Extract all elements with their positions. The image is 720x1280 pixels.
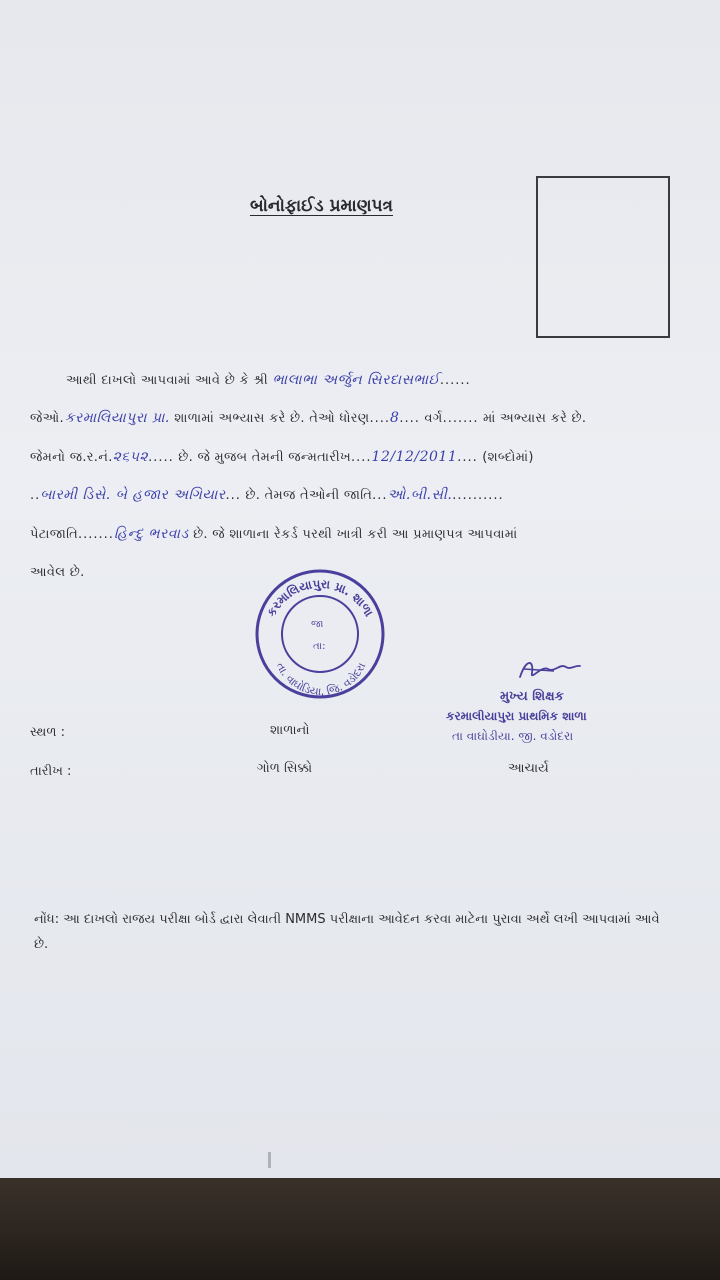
certificate-title: બોનોફાઈડ પ્રમાણપત્ર (250, 196, 394, 216)
student-name-handwritten: ભાલાભા અર્જુન સિરદાસભાઈ (272, 372, 440, 388)
line3-mid: છે. જે મુજબ તેમની જન્મતારીખ (178, 450, 351, 465)
stamp-ring-text: કરમાલિયાપુરા પ્રા. શાળા (263, 576, 376, 620)
signature-school-line: કરમાલીયાપુરા પ્રાથમિક શાળા (446, 709, 587, 723)
signature-address-line: તા વાઘોડીયા. જી. વડોદરા (452, 729, 574, 743)
line2-prefix: જેઓ (30, 411, 60, 426)
footer-note: નોંધ: આ દાખલો રાજય પરીક્ષા બોર્ડ દ્વારા લેવાતી NMMS પરીક્ષાના આવેદન કરવા માટેના પુરાવા અર્થે લખી આપવામાં આવે છે. (34, 912, 660, 952)
certificate-line-5: પેટાજાતિ.......હિન્દુ ભરવાડ છે. જે શાળાના રેકર્ડ પરથી ખાત્રી કરી આ પ્રમાણપત્ર આપવામાં (30, 526, 518, 542)
line2-suffix: માં અભ્યાસ કરે છે. (482, 411, 587, 426)
certificate-line-1: આથી દાખલો આપવામાં આવે છે કે શ્રી ભાલાભા અર્જુન સિરદાસભાઈ...... (66, 372, 471, 388)
date-label: તારીખ : (30, 764, 72, 779)
subcaste-handwritten: હિન્દુ ભરવાડ (113, 526, 189, 542)
certificate-line-3: જેમનો જ.ર.નં.૨૬૫૨..... છે. જે મુજબ તેમની જન્મતારીખ....12/12/2011.... (શબ્દોમાં) (30, 449, 534, 465)
school-round-stamp (251, 569, 389, 699)
line5-suffix: છે. જે શાળાના રેકર્ડ પરથી ખાત્રી કરી આ પ્રમાણપત્ર આપવામાં (193, 527, 518, 542)
stamp-center-line-2: તા: (313, 641, 326, 652)
seal-label-line-2: ગોળ સિક્કો (257, 761, 313, 776)
place-label: સ્થળ : (30, 725, 66, 740)
school-name-handwritten: કરમાલિયાપુરા પ્રા. (64, 410, 170, 426)
line5-prefix: પેટાજાતિ (30, 527, 79, 542)
stamp-center-line-1: જા (311, 619, 324, 630)
certificate-line-2: જેઓ.કરમાલિયાપુરા પ્રા. શાળામાં અભ્યાસ કરે છે. તેઓ ધોરણ....8.... વર્ગ....... માં અભ્યાસ કરે છે. (30, 410, 587, 426)
handwritten-signature (514, 655, 584, 685)
birth-date-handwritten: 12/12/2011 (371, 449, 458, 465)
paper-mark (268, 1152, 271, 1168)
principal-label: આચાર્ય (508, 761, 549, 776)
line1-text: આથી દાખલો આપવામાં આવે છે કે શ્રી (66, 373, 269, 388)
photo-placeholder-box (536, 176, 670, 338)
certificate-line-4: ..બારમી ડિસે. બે હજાર અગિયાર... છે. તેમજ તેઓની જાતિ...ઓ.બી.સી........... (30, 487, 504, 503)
line3-suffix: (શબ્દોમાં) (482, 450, 534, 465)
stamp-inner-ring (282, 596, 358, 672)
registration-number-handwritten: ૨૬૫૨ (112, 449, 149, 465)
line4-mid: છે. તેમજ તેઓની જાતિ (245, 488, 373, 503)
headmaster-title: મુખ્ય શિક્ષક (500, 689, 564, 704)
table-surface (0, 1178, 720, 1280)
class-label: વર્ગ (424, 411, 443, 426)
stamp-lower-text: તા. વાઘોડિયા, જિ. વડોદરા (273, 660, 369, 699)
standard-handwritten: 8 (389, 410, 400, 426)
line3-prefix: જેમનો જ.ર.નં. (30, 450, 113, 465)
seal-label-line-1: શાળાનો (270, 723, 310, 738)
birth-date-words-handwritten: બારમી ડિસે. બે હજાર અગિયાર (40, 487, 226, 503)
line2-mid: શાળામાં અભ્યાસ કરે છે. તેઓ ધોરણ (174, 411, 370, 426)
caste-handwritten: ઓ.બી.સી. (387, 487, 453, 503)
certificate-line-6: આવેલ છે. (30, 565, 85, 580)
